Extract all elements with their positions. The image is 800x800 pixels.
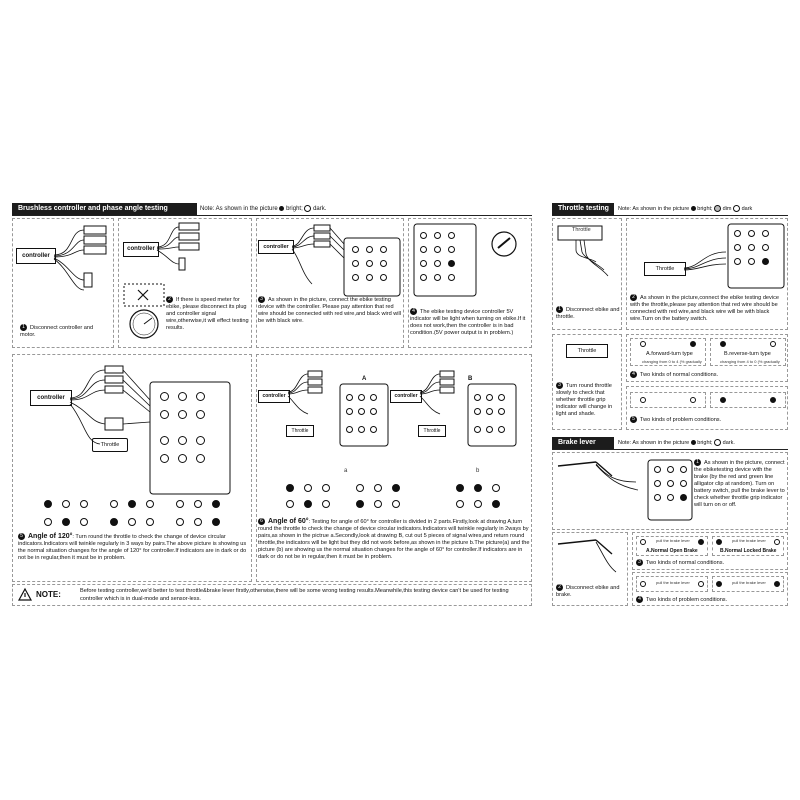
step-number-icon: 6 (258, 518, 265, 525)
pull-label-2: pull the brake lever (732, 538, 766, 543)
throttle-header-rule (552, 215, 788, 216)
brake-lever-diagram (556, 456, 696, 526)
controller-box-2: controller (123, 242, 159, 257)
controller-box-3: controller (258, 240, 294, 254)
normal-locked-title: B.Normal Locked Brake (720, 548, 777, 554)
step-number-icon: 2 (630, 294, 637, 301)
wires-diagram-2 (157, 222, 207, 277)
step-number-icon: 2 (556, 584, 563, 591)
throttle-step-4: 4 Two kinds of normal conditions. (630, 371, 786, 379)
brake-step-2: 2 Disconnect ebike and brake. (556, 584, 620, 598)
controller-box-6b: controller (390, 390, 422, 403)
step-4: 4 The ebike testing device controller 5V indicator will be light when turning on ebike.If it does not work,then the controller is in bad condition.(5V power output is in problem.) (410, 308, 526, 336)
step-number-icon: 3 (556, 382, 563, 389)
throttle-step-1: 1 Disconnect ebike and throttle. (556, 306, 620, 320)
section-header-throttle: Throttle testing (552, 203, 614, 215)
dim-dot-icon (714, 205, 721, 212)
step-number-icon: 2 (166, 296, 173, 303)
testing-device-icon-4 (412, 222, 530, 302)
throttle-step-2: 2 As shown in the picture,connect the ebike testing device with the throttle,please pay attention that red wire should be connected with red wire,and black wire will be with black wire.Turn on the battery switch. (630, 294, 779, 322)
step-number-icon: 3 (258, 296, 265, 303)
throttle-step-5: 5 Two kinds of problem conditions. (630, 416, 786, 424)
step-5: 5 Angle of 120°: Turn round the throttle to check the change of device circular indicators.Indicators will twinkle regularly in 3 ways by pairs.The above picture is showing us the normal situation changes for the angle of 120° for controller.If indicators are in dark or do not be in regular,then it must be in problem. (18, 533, 247, 561)
step-number-icon: 1 (694, 459, 701, 466)
step-number-icon: 4 (630, 371, 637, 378)
step-1: 1 Disconnect controller and motor. (20, 324, 94, 338)
throttle-label-t1: Throttle (572, 227, 591, 233)
step-number-icon: 5 (18, 533, 25, 540)
dark-dot-icon (714, 439, 721, 446)
step-number-icon: 1 (20, 324, 27, 331)
dark-dot-icon (304, 205, 311, 212)
forward-turn-sub: changing from 0 to 4 (% gradually (642, 359, 702, 364)
throttle-grip-t2: Throttle (644, 262, 686, 276)
step-3: 3 As shown in the picture, connect the ebike testing device with the controller. Please pay attention that red wire should be connected with red wire,and black wird will be with black wire. (258, 296, 402, 324)
controller-box-1: controller (16, 248, 56, 264)
brake-disconnected-icon (556, 536, 626, 576)
throttle-header-note: Note: As shown in the picture bright; dim dark (618, 206, 753, 212)
note-label: NOTE: (36, 590, 61, 599)
pull-label-3: pull the brake lever (656, 580, 690, 585)
pull-label-4: pull the brake lever (732, 580, 766, 585)
speed-meter-icon (122, 282, 172, 342)
normal-open-title: A.Normal Open Brake (646, 548, 698, 554)
bright-dot-icon (279, 206, 284, 211)
header-rule (12, 215, 532, 216)
note-text: Before testing controller,we'd better to test throttle&brake lever firstly,otherwise,there will be some wrong testing results.Meanwhile,this testing device can't be used for testing controller which is in dual-mode and sensor-less. (80, 588, 509, 602)
wires-diagram-1 (54, 225, 114, 295)
warning-icon (18, 588, 32, 601)
throttle-step-3: 3 Turn round throttle slowly to check that whether throttle grip indicator will change in light and shade. (556, 382, 613, 417)
step-2: 2 If there is speed meter for ebike, please disconnect its plug and controller signal wire,otherwise,it will effect testing results. (166, 296, 249, 331)
picture-label-a: a (344, 468, 348, 474)
step-number-icon: 1 (556, 306, 563, 313)
wires-diagram-5 (70, 362, 250, 482)
step-6: 6 Angle of 60°: Testing for angle of 60° for controller is divided in 2 parts.Firstly,look at drawing A,turn round the throttle to check the change of device circular indicators.Indicators will twinkle regularly in 2ways by pairs,as shown in the pictrue a.Secondly,look at drawing B, cut out 5 pieces of signal wires,and return round throttle,the indicators will be light but they did not work before,as shown in the picture b.The picture(a) and the picture (b) are showing us the normal situation changes for the angle of 60° for controller.If indicators are in dark or do not be in regular,then it must be in problem. (258, 518, 530, 560)
pull-label-1: pull the brake lever (656, 538, 690, 543)
bright-dot-icon (691, 206, 696, 211)
throttle-grip-5: Throttle (92, 438, 128, 452)
drawing-label-a: A (362, 376, 367, 382)
brake-step-3: 3 Two kinds of normal conditions. (636, 559, 786, 567)
brake-header-note: Note: As shown in the picture bright; dark. (618, 440, 735, 446)
drawing-label-b: B (468, 376, 473, 382)
controller-box-6a: controller (258, 390, 290, 403)
step-number-icon: 5 (630, 416, 637, 423)
section-header-brake: Brake lever testing (552, 437, 614, 449)
throttle-grip-t3: Throttle (566, 344, 608, 358)
controller-box-5: controller (30, 390, 72, 406)
step-number-icon: 3 (636, 559, 643, 566)
picture-label-b: b (476, 468, 480, 474)
brake-header-rule (552, 449, 788, 450)
throttle-grip-6b: Throttle (418, 425, 446, 437)
bright-dot-icon (691, 440, 696, 445)
reverse-turn-sub: changing from 4 to 0 (% gradually (720, 359, 780, 364)
reverse-turn-title: B.reverse-turn type (724, 351, 771, 357)
dark-dot-icon (733, 205, 740, 212)
header-note: Note: As shown in the picture bright; dark. (200, 206, 327, 212)
forward-turn-title: A.forward-turn type (646, 351, 693, 357)
throttle-grip-6a: Throttle (286, 425, 314, 437)
brake-step-1: 1 As shown in the picture, connect the ebiketesting device with the brake (by the red and green line alligator clip at random). Turn on battery switch, pull the brake lever to check whether throttle grip indicator will turn on or off. (694, 459, 785, 508)
step-number-icon: 4 (636, 596, 643, 603)
step-number-icon: 4 (410, 308, 417, 315)
brake-step-4: 4 Two kinds of problem conditions. (636, 596, 786, 604)
section-header-brushless: Brushless controller and phase angle testing (12, 203, 197, 215)
